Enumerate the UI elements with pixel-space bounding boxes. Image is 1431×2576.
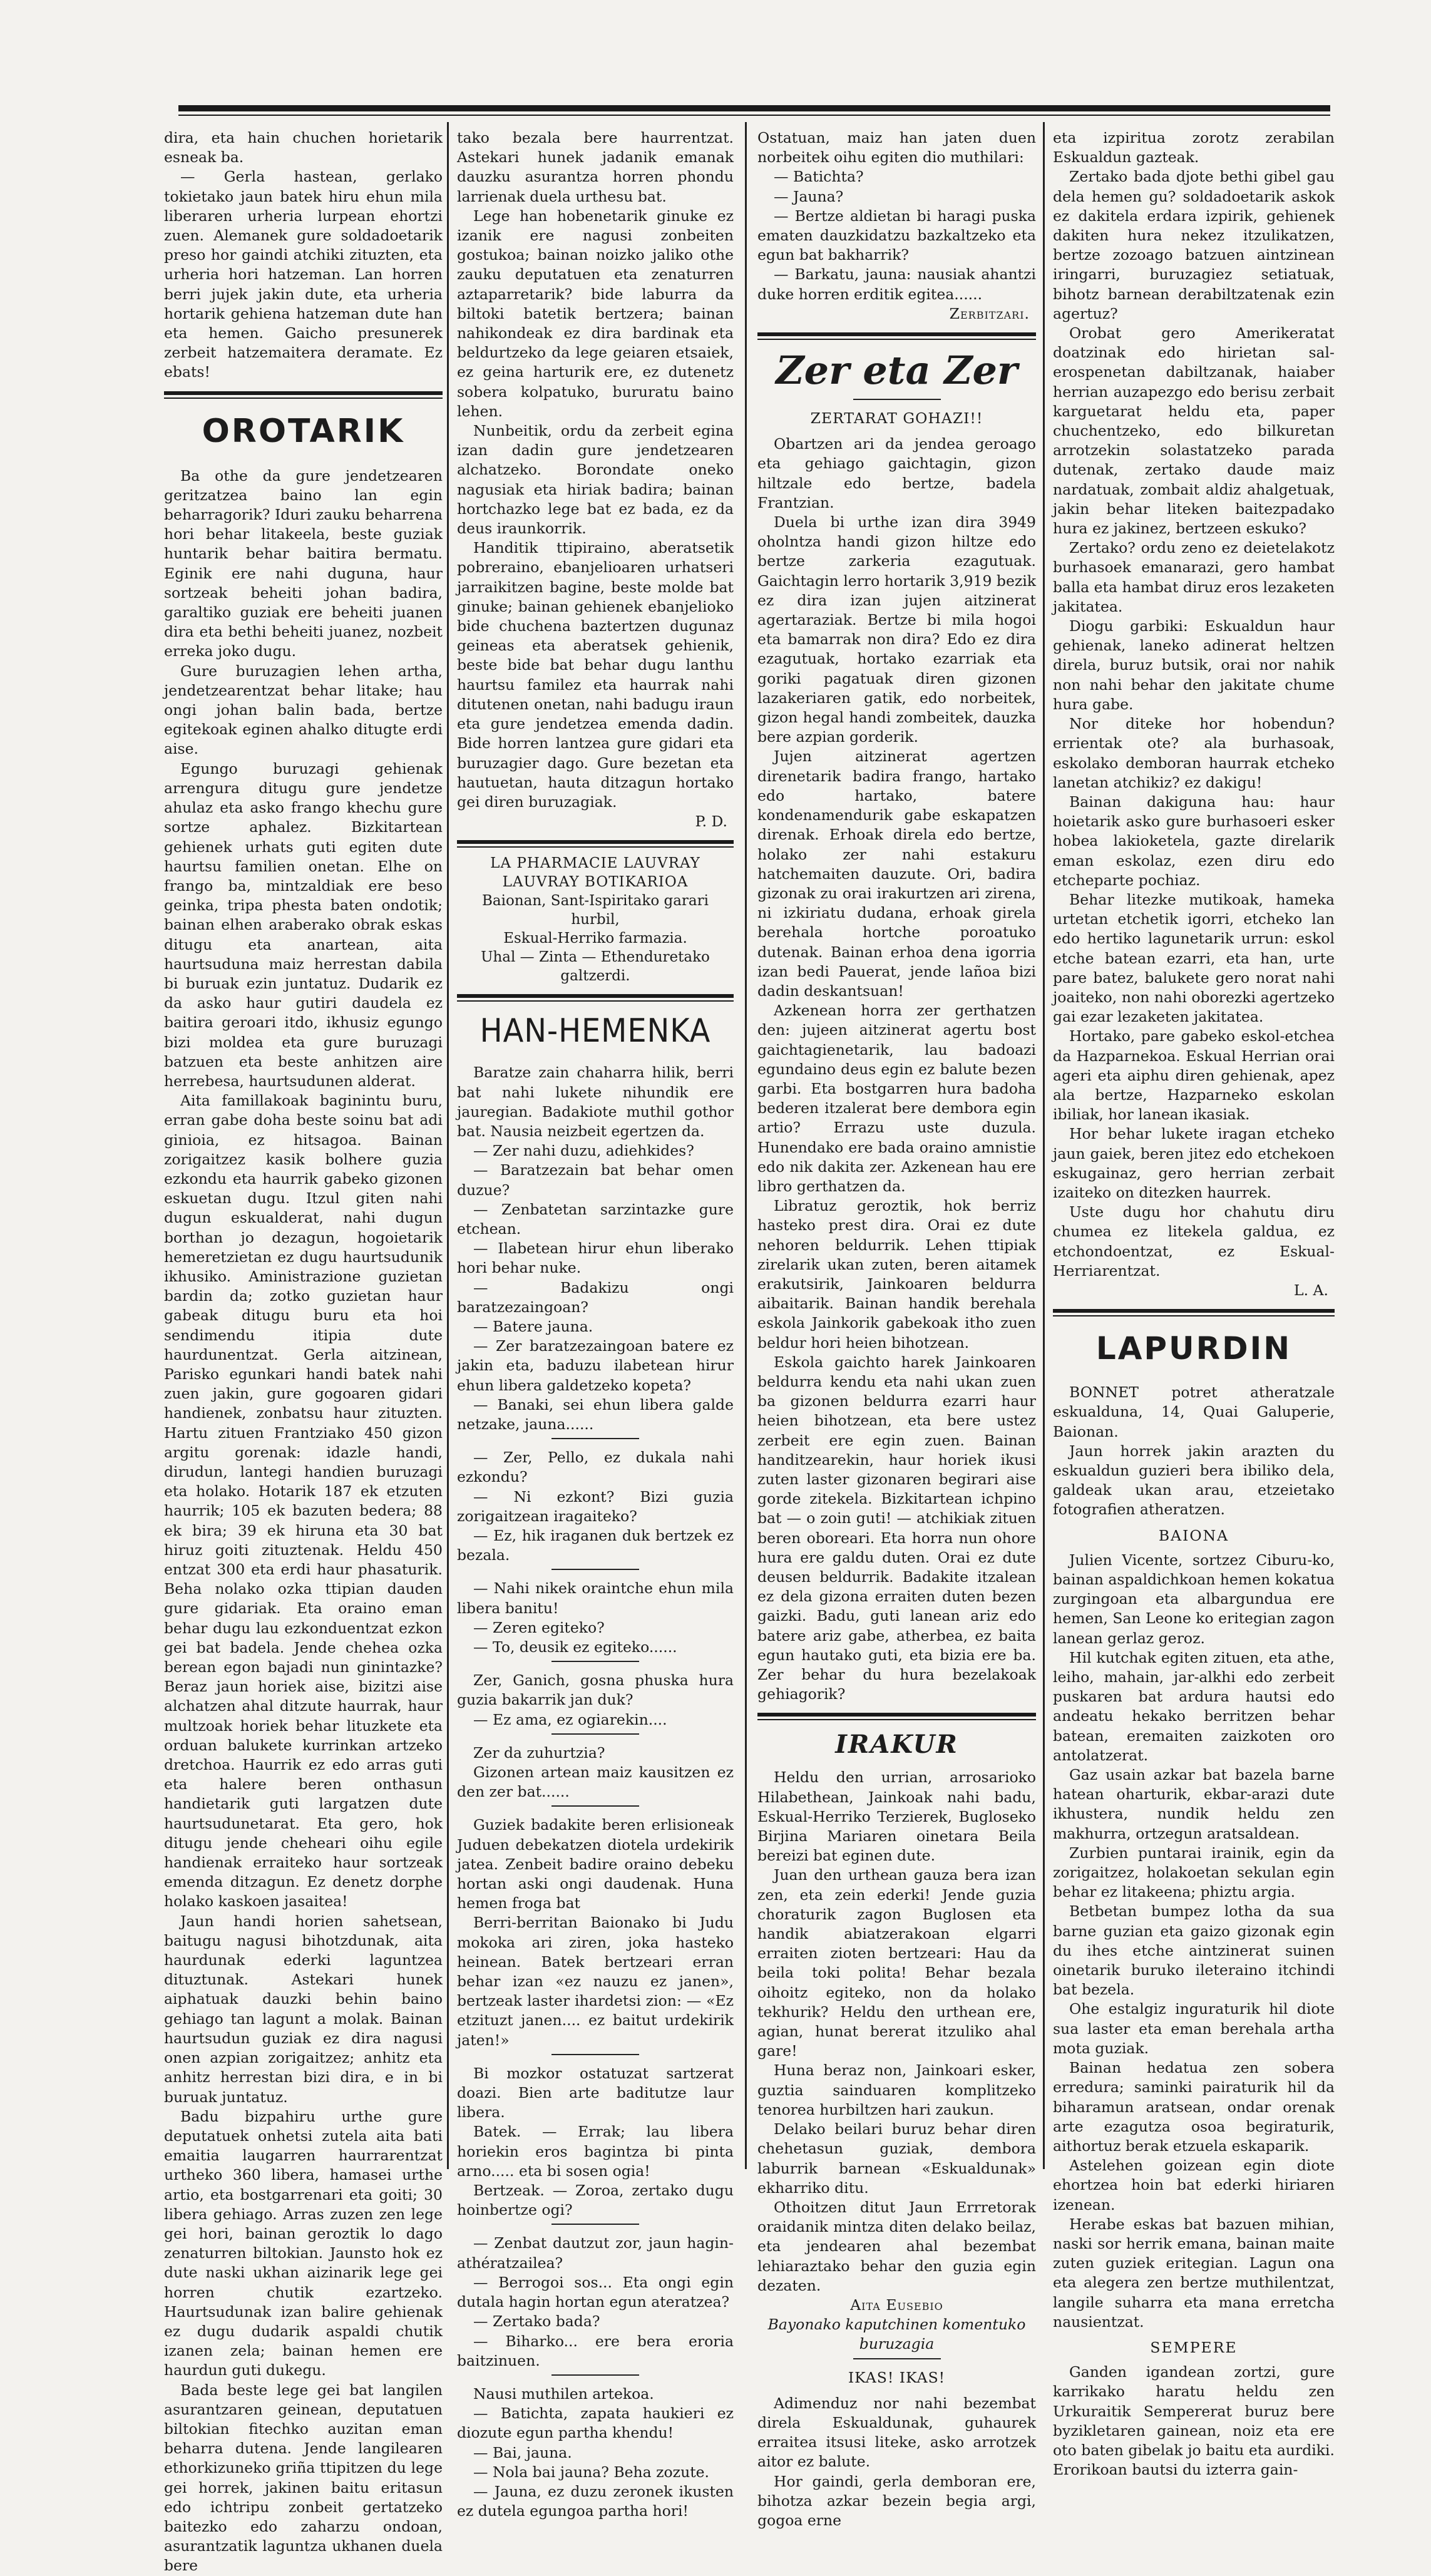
dialogue-line: Gizonen artean maiz kausitzen ez den zer bat...... — [457, 1763, 734, 1801]
article-paragraph: Bainan hedatua zen sobera erredura; saminki pairaturik hil da biharamun aratsean, ondar orenak arte ezagutza osoa begiraturik, aithortuz berak etzuela eskaparik. — [1053, 2059, 1335, 2155]
town-heading-baiona: BAIONA — [1158, 1526, 1229, 1544]
dialogue-line: — Berrogoi sos... Eta ongi egin dutala hagin hortan egun ateratzea? — [457, 2273, 734, 2311]
dialogue-line: — Zer, Pello, ez dukala nahi ezkondu? — [457, 1449, 734, 1486]
article-text: dira, eta hain chuchen horietarik esneak ba. — [164, 129, 443, 167]
dialogue-line: — Ez, hik iraganen duk bertzek ez bezala. — [457, 1526, 734, 1564]
column-divider — [447, 122, 449, 2169]
dialogue-line: — Batichta, zapata haukieri ez diozute egun partha khendu! — [457, 2404, 734, 2442]
article-subheading: ZERTARAT GOHAZI!! — [810, 409, 983, 428]
masthead-rule — [178, 105, 1330, 111]
masthead-rule-thin — [178, 115, 1330, 116]
item-separator — [551, 1805, 639, 1807]
dialogue-line: — Banaki, sei ehun libera galde netzake, jauna...... — [457, 1395, 734, 1433]
item-separator — [551, 1733, 639, 1735]
item-separator — [551, 2224, 639, 2225]
section-rule — [457, 1000, 734, 1002]
dialogue-line: Nausi muthilen artekoa. — [473, 2384, 654, 2403]
article-text: Nunbeitik, ordu da zerbeit egina izan dadin gure jendetzearen alchatzeko. Borondate oneko nagusiak eta hiriak badira; bainan hortchazko lege bat ez bada, ez da deus iraunkorrik. — [457, 422, 734, 538]
section-heading-han-hemenka: HAN-HEMENKA — [480, 1012, 711, 1050]
article-paragraph: Azkenean horra zer gerthatzen den: jujeen aitzinerat agertu bost gaichtagienetarik, lau badoazi egundaino deus egin ez balute bezen garbi. Eta bostgarren hura badoha bederen itzalerat bere dembora egin artio? Errazu uste duzula. Hunendako ere bada oraino amnistie edo nik dakita zer. Azkenean hau ere libro gerthatzen da. — [757, 1002, 1036, 1195]
dialogue-line: Berri-berritan Baionako bi Judu mokoka ari ziren, joka hasteko heinean. Batek bertzeari erran behar izan «ez nauzu ez janen», bertzeak laster ihardetsi zion: — «Ez etzituzt janen.... ez baitut urdekirik jaten!» — [457, 1914, 734, 2049]
ad-line: LA PHARMACIE LAUVRAY — [490, 855, 700, 872]
article-text: Hor behar lukete iragan etcheko jaun gaiek, beren jitez edo etchekoen eskugainaz, gero herrian zerbait izaiteko on ditezken haurrek. — [1053, 1125, 1335, 1201]
article-paragraph: BONNET potret atheratzale eskualduna, 14, Quai Galuperie, Baionan. — [1053, 1383, 1335, 1440]
dialogue-line: Bi mozkor ostatuzat sartzerat doazi. Bien arte baditutze laur libera. — [457, 2064, 734, 2122]
dialogue-line: — Zer baratzezaingoan batere ez jakin eta, baduzu ilabetean hirur ehun libera galdetzeko kopeta? — [457, 1337, 734, 1394]
section-rule — [457, 846, 734, 848]
article-paragraph: Ganden igandean zortzi, gure karrikako haratu heldu zen Urkuraitik Sempererat buruz bere byzikletaren gainean, noiz eta ere oto baten gibelak jo baitu eta aurdiki. Erorikoan bautsi du izterra gain- — [1053, 2363, 1335, 2479]
dialogue-line: Guziek badakite beren erlisioneak Juduen debekatzen diotela urdekirik jatea. Zenbeit badire oraino debeku hortan aski ongi daudenak. Huna hemen froga bat — [457, 1816, 734, 1912]
ad-line: LAUVRAY BOTIKARIOA — [502, 874, 689, 891]
town-heading-sempere: SEMPERE — [1150, 2338, 1238, 2356]
dialogue-line: — Ni ezkont? Bizi guzia zorigaitzean iragaiteko? — [457, 1487, 734, 1525]
article-text: — Gerla hastean, gerlako tokietako jaun batek hiru ehun mila liberaren urheria lurpean ehortzi zuen. Alemanek gure soldadoetarik preso hor gaindi atchiki zituzten, eta urheria hori hatzeman. Lan horren berri jujek jakin dute, eta urheria hortarik gehiena hatzeman dute han eta hemen. Gaicho presunerek zerbeit hatzemaitera deramate. Ez ebats! — [164, 168, 443, 381]
dialogue-line: — Zertako bada? — [473, 2312, 600, 2331]
article-text: Bainan dakiguna hau: haur hoietarik asko gure burhasoeri esker hobea lakioketela, gazte direlarik eman eskolaz, ezen diru edo etcheparte pochiaz. — [1053, 793, 1335, 889]
article-paragraph: Bada beste lege gei bat langilen asurantzaren geinean, deputatuen biltokian fitechko auzitan eman beharra dutena. Jende langilearen ethorkizuneko griña ttipitzen du lege gei horrek, jakinen baitu eritasun edo ichtripu zonbeit gertatzeko baitezko edo zaharzu ondoan, asurantzatik laguntza ukhanen duela bere — [164, 2381, 443, 2575]
article-paragraph: Astelehen goizean egin diote ehortzea hoin bat ederki hiriaren izenean. — [1053, 2157, 1335, 2214]
article-paragraph: Heldu den urrian, arrosarioko Hilabethean, Jainkoak nahi badu, Eskual-Herriko Terzierek, Bugloseko Birjina Mariaren oinetara Beila bereizi bat eginen dute. — [757, 1768, 1036, 1865]
article-paragraph: Julien Vicente, sortzez Ciburu-ko, bainan aspaldichkoan hemen kokatua zurgingoan eta albargundua ere hemen, San Leone ko eritegian zagon lanean gerlaz geroz. — [1053, 1551, 1335, 1647]
dialogue-line: Batek. — Errak; lau libera horiekin eros bagintza bi pinta arno..... eta bi sosen ogia! — [457, 2123, 734, 2180]
author-signature: L. A. — [1294, 1281, 1328, 1299]
article-paragraph: Ba othe da gure jendetzearen geritzatzea baino lan egin beharragorik? Iduri zauku beharrena hori behar litakeela, beste guziak huntarik behar baitira bermatu. Eginik ere nahi duguna, haur sortzeak beheiti johan badira, garaltiko guziak ere beheiti juanen dira eta bethi beheiti juanez, nozbeit erreka joko dugu. — [164, 466, 443, 660]
section-rule — [164, 391, 443, 395]
item-separator — [551, 1438, 639, 1439]
article-paragraph: Aita famillakoak baginintu buru, erran gabe doha beste soinu bat adi ginioia, ez hitsagoa. Bainan zorigaitzez kasik bolhere guzia ezkondu eta haurrik gabeko gizonen eskuetan dugu. Itzul giten nahi dugun eskualderat, nahi dugun borthan jo dezagun, hogoietarik hemeretzietan ez dugu haurtsudunik ikhusiko. Aministrazione guzietan bardin da; zotko guzietan haur gabeak ditugu buru eta hoi sendimendu itipia dute haurdunentzat. Gerla aitzinean, Parisko egunkari handi batek nahi zuen jakin, gure gogoaren gidari handienek, zonbatsu haur zituzten. Hartu zituen Frantziako 450 gizon argitu gorenak: idazle handi, dirudun, lantegi handien buruzagi eta holako. Hotarik 187 ek etzuten haurrik; 105 ek bazuten bedera; 88 ek bira; 39 ek hiruna eta 30 bat hiruz goiti zituztenak. Heldu 450 entzat 300 eta erdi haur phasaturik. Beha nolako ozka ttipian dauden gure gidariak. Eta oraino eman behar dugu lau ezkonduentzat ezkon gei bat badela. Jende chehea ozka berean egon bajadi nun ginintazke? Beraz jaun horiek aise, bizitzi aise alchatzen ahal ditzute haurrak, haur multzoak horiek behar lituzkete eta orduan balukete kurrinkan artzeko dretchoa. Haurrik ez edo arras guti eta halere beren onthasun handietarik guti largatzen dute haurtsudunetarat. Eta gero, hok ditugu jende cheheari oihu egile handienak erraiteko haur sortzeak emenda ditzagun. Ez denetz dorphe holako kaskoen jasaitea! — [164, 1092, 443, 1911]
dialogue-line: — Nola bai jauna? Beha zozute. — [473, 2463, 710, 2481]
section-rule — [1053, 1309, 1335, 1313]
article-paragraph: Gaz usain azkar bat bazela barne hatean oharturik, ekbar-arazi dute ikhustera, nundik heldu zen makhurra, ortzegun aratsaldean. — [1053, 1766, 1335, 1842]
article-text: Handitik ttipiraino, aberatsetik pobreraino, ebanjelioaren urhatseri jarraikitzen bagine, beste molde bat ginuke; bainan gehienek ebanjelioko bide chuchena baztertzen dugunaz geineas eta aberatsek gehienik, beste bide bat behar dugu lanthu haurtsu familez eta haurrak nahi ditutenen onetan, nahi badugu iraun eta gure jendetzea emenda dadin. Bide horren lantzea gure gidari eta buruzagier dago. Gure bezetan eta hautuetan, hauta ditzagun hortako gei diren buruzagiak. — [457, 539, 734, 811]
article-text: Zertako? ordu zeno ez deietelakotz burhasoek emanarazi, gero hambat balla eta hambat diruz eros lezaketen jakitatea. — [1053, 539, 1335, 615]
article-paragraph: Adimenduz nor nahi bezembat direla Eskualdunak, guhaurek erraitea itsusi liteke, asko arrotzek aitor ez balute. — [757, 2394, 1036, 2471]
dialogue-line: — Zenbatetan sarzintazke gure etchean. — [457, 1200, 734, 1238]
article-text: Uste dugu hor chahutu diru chumea ez litekela galdua, ez etchondoentzat, ez Eskual-Herriarentzat. — [1053, 1203, 1335, 1280]
section-rule — [1053, 1315, 1335, 1316]
article-text: Ostatuan, maiz han jaten duen norbeitek oihu egiten dio muthilari: — [757, 129, 1036, 167]
article-paragraph: Hor gaindi, gerla demboran ere, bihotza azkar bezein begia argi, gogoa erne — [757, 2472, 1036, 2529]
column-3 — [757, 128, 1036, 2529]
item-separator — [853, 2358, 941, 2359]
item-separator — [551, 2374, 639, 2376]
article-text: Behar litezke mutikoak, hameka urtetan etchetik igorri, etcheko lan edo hertiko lagunetarik urrun: eskol etche batean ezarri, eta han, urte pare batez, balukete gero norat nahi joaiteko, non nahi oborezki agertzeko gai ezar lezaketen jakitatea. — [1053, 890, 1335, 1026]
section-rule — [457, 994, 734, 998]
section-heading-zer-eta-zer: Zer eta Zer — [776, 347, 1018, 394]
article-paragraph: Delako beilari buruz behar diren chehetasun guziak, dembora laburrik barnean «Eskualdunak» ekharriko ditu. — [757, 2120, 1036, 2197]
article-text: — Bertze aldietan bi haragi puska ematen dauzkidatzu bazkaltzeko eta egun bat bakharrik? — [757, 207, 1036, 264]
article-text: Orobat gero Amerikeratat doatzinak edo hirietan sal-erospenetan dabiltzanak, haiaber herrian auzapezgo edo berisu zerbait karguetarat heldu eta, paper chuchentzeko, edo bilkuretan arrotzekin solastatzeko parada dutenak, zertako daude maiz nardatuak, zombait aldiz ahalgetuak, jakin behar liteken baitezpadako hura ez jakinez, bertzeen eskuko? — [1053, 324, 1335, 538]
article-paragraph: Ohe estalgiz inguraturik hil diote sua laster eta eman berehala artha mota guziak. — [1053, 2000, 1335, 2057]
article-text: — Batichta? — [774, 168, 864, 186]
section-heading-irakur: IRAKUR — [835, 1730, 958, 1760]
author-signature: Aita Eusebio — [850, 2296, 943, 2314]
article-text: Zertako bada djote bethi gibel gau dela hemen gu? soldadoetarik askok ez dakitela erdara izpirik, gehienek dakiten hura nekez itzulikatzen, bertze zozoago batzuen aintzinean iringarri, buruzagiez setiatuak, bihotz barnean derabiltzatenak ezin agertuz? — [1053, 168, 1335, 322]
article-paragraph: Egungo buruzagi gehienak arrengura ditugu gure jendetze ahulaz eta asko frango khechu gure sortze aphalez. Bizkitartean gehienek urhats guti egiten dute haurtsu familien onetan. Elhe on frango ba, mintzaldiak ere beso geinka, tripa phesta baten ondotik; bainan elhen araberako obrak eskas ditugu eta anartean, aita haurtsuduna maiz herrestan dabila bi buruak ezin juntatuz. Dudarik ez da asko haur gutiri daudela ez baitira geroari itdo, ikhusiz egungo bizi moldea eta gure buruzagi batzuen eta beste anhitzen aire herrebesa, haurtsudunen alderat. — [164, 759, 443, 1090]
item-separator — [551, 1661, 639, 1662]
article-text: Nor diteke hor hobendun? errientak ote? ala burhasoak, eskolako demboran haurrak etcheko lanetan atchikiz? ez dakigu! — [1053, 715, 1335, 791]
article-text: tako bezala bere haurrentzat. Astekari hunek jadanik emanak dauzku asurantza horren phondu larrienak duela urthesu bat. — [457, 129, 734, 205]
dialogue-line: — Baratzezain bat behar omen duzue? — [457, 1161, 734, 1199]
ad-line: Baionan, Sant-Ispiritako garari hurbil, — [482, 893, 709, 928]
ad-line: Eskual-Herriko farmazia. — [503, 930, 687, 947]
article-paragraph: Libratuz geroztik, hok berriz hasteko prest dira. Orai ez dute nehoren beldurrik. Lehen ttipiak zirelarik ukan zuten, beren aitamek erakutsirik, Jainkoaren beldurra aibaitarik. Bainan handik berehala eskola Jainkorik gabekoak itho zuen beldur hori heien bihotzean. — [757, 1197, 1036, 1352]
item-separator — [551, 2054, 639, 2055]
article-paragraph: Othoitzen ditut Jaun Errretorak oraidanik mintza diten delako beilaz, eta jendearen ahal bezembat lehiaraztako behar den guzia egin dezaten. — [757, 2198, 1036, 2294]
article-paragraph: Zurbien puntarai irainik, egin da zorigaitzez, holakoetan sekulan egin behar ez litakeena; phiztu argia. — [1053, 1844, 1335, 1901]
dialogue-line: — Ilabetean hirur ehun liberako hori behar nuke. — [457, 1239, 734, 1277]
article-paragraph: Duela bi urthe izan dira 3949 oholntza handi gizon hiltze edo bertze zarkeria ezagutuak. Gaichtagin lerro hortarik 3,919 bezik ez dira izan jujen aitzinerat agertaraziak. Bertze bi mila hogoi eta bamarrak non dira? Edo ez dira ezagutuak, hortako ezarriak eta goriki pagatuak diren gizonen lazakeriaren gatik, edo norbeitek, gizon hegal handi zombeitek, dauzka bere azpian gorderik. — [757, 513, 1036, 746]
section-rule — [757, 1719, 1036, 1720]
dialogue-line: — Jauna, ez duzu zeronek ikusten ez dutela egungoa partha hori! — [457, 2482, 734, 2520]
section-rule — [457, 840, 734, 844]
dialogue-line: — Badakizu ongi baratzezaingoan? — [457, 1278, 734, 1316]
column-divider — [745, 122, 747, 2169]
article-text: — Barkatu, jauna: nausiak ahantzi duke horren erditik egitea...... — [757, 265, 1036, 303]
section-rule — [757, 332, 1036, 336]
dialogue-line: Zer da zuhurtzia? — [473, 1743, 605, 1762]
column-4 — [1053, 128, 1335, 2479]
article-paragraph: Betbetan bumpez lotha da sua barne guzian eta gaizo gizonak egin du ihes etche aintzinerat suinen oinetarik buruko ileteraino itchindi bat bezela. — [1053, 1902, 1335, 1999]
author-title: Bayonako kaputchinen komentuko buruzagia — [767, 2316, 1026, 2353]
article-text: — Jauna? — [774, 187, 844, 205]
dialogue-line: — Zenbat dautzut zor, jaun hagin-athératzailea? — [457, 2234, 734, 2272]
article-text: Lege han hobenetarik ginuke ez izanik ere nagusi zonbeiten gostukoa; bainan noizko jaliko othe zauku deputatuen eta zenaturren aztaparretarik? bide laburra da biltoki batetik bertzera; bainan nahikondeak ez dira bardinak eta beldurtzeko da lege geiaren etsaiek, ez geina harturik ere, ez dutenetz sobera kolpatuko, bururatu baino lehen. — [457, 207, 734, 420]
ad-line: galtzerdi. — [560, 968, 630, 985]
dialogue-line: — Zeren egiteko? — [473, 1618, 605, 1636]
article-text: Diogu garbiki: Eskualdun haur gehienak, laneko adinerat heltzen direla, buruz butsik, orai nor nahik non nahi behar den jakitate chume hura gabe. — [1053, 617, 1335, 713]
dialogue-line: Baratze zain chaharra hilik, berri bat nahi lukete nihundik ere jauregian. Badakiote muthil gothor bat. Nausia neizbeit egertzen da. — [457, 1064, 734, 1140]
ad-line: Uhal — Zinta — Ethenduretako — [481, 949, 710, 966]
section-rule — [757, 1713, 1036, 1716]
dialogue-line: Bertzeak. — Zoroa, zertako dugu hoinbertze ogi? — [457, 2182, 734, 2219]
heading-underline — [853, 399, 941, 400]
article-paragraph: Jaun handi horien sahetsean, baitugu nagusi bihotzdunak, aita haurdunak ederki laguntzea dituztunak. Astekari hunek aiphatuak dauzki behin baino gehiago tan lagunt a molak. Bainan haurtsudun guziak ez dira nagusi onen azpian zorigaitzez; anhitz eta anhitz herrestan bizi dira, e in bi buruak juntatuz. — [164, 1912, 443, 2106]
article-paragraph: Hil kutchak egiten zituen, eta athe, leiho, mahain, jar-alkhi edo zerbeit puskaren bat ardura hautsi edo andeatu hekako berritzen behar batean, eremaiten zaizkoten oro antolatzerat. — [1053, 1648, 1335, 1764]
author-signature: P. D. — [695, 813, 727, 831]
dialogue-line: — Biharko... ere bera eroria baitzinuen. — [457, 2332, 734, 2369]
dialogue-line: — Ez ama, ez ogiarekin.... — [473, 1710, 667, 1728]
dialogue-line: — Zer nahi duzu, adiehkides? — [473, 1142, 694, 1160]
section-heading-orotarik: OROTARIK — [202, 412, 405, 450]
section-heading-lapurdin: LAPURDIN — [1095, 1330, 1292, 1367]
section-rule — [757, 339, 1036, 340]
article-paragraph: Badu bizpahiru urthe gure deputatuek onhetsi zutela aita bati emaitia laugarren haurrarentzat urtheko 360 libera, hamasei urthe artio, eta bostgarrenari eta goiti; 30 libera gehiago. Arras zuzen zen lege gei hori, bainan geroztik lo dago zenaturren biltokian. Jaunsto hok ez dute naski ukhan aizinarik lege gei horren chutik ezartzeko. Haurtsudunak izan balire gehienak ez dugu dudarik aspaldi chutik izanen zela; bainan hemen ere haurdun guti dukegu. — [164, 2107, 443, 2379]
dialogue-line: — Bai, jauna. — [473, 2443, 572, 2461]
dialogue-line: Zer, Ganich, gosna phuska hura guzia bakarrik jan duk? — [457, 1671, 734, 1709]
dialogue-line: — Batere jauna. — [473, 1317, 593, 1335]
pharmacy-advertisement — [457, 854, 734, 985]
dialogue-line: — Nahi nikek oraintche ehun mila libera banitu! — [457, 1579, 734, 1617]
section-rule — [164, 398, 443, 399]
article-paragraph: Herabe eskas bat bazuen mihian, naski sor herrik emana, bainan maite zuten guziek eritegian. Lagun ona eta alegera zen bertze muthilentzat, langile suharra eta mana erretcha nausientzat. — [1053, 2215, 1335, 2331]
article-text: Hortako, pare gabeko eskol-etchea da Hazparnekoa. Eskual Herrian orai ageri eta aiphu diren gehienak, apez ala bertze, Hazparneko eskolan ibiliak, hor lanean ikasiak. — [1053, 1027, 1335, 1124]
column-1 — [164, 128, 443, 2575]
article-paragraph: Gure buruzagien lehen artha, jendetzearentzat behar litake; hau ongi johan balin bada, bertze egitekoak eginen ahalko ditugte erdi aise. — [164, 662, 443, 758]
dialogue-line: — To, deusik ez egiteko...... — [473, 1638, 677, 1656]
author-signature: Zerbitzari. — [949, 304, 1030, 322]
article-paragraph: Jaun horrek jakin arazten du eskualdun guzieri bera ibiliko dela, galdeak ukan arau, etzeietako fotografien atheratzen. — [1053, 1442, 1335, 1519]
article-paragraph: Jujen aitzinerat agertzen direnetarik badira frango, hartako edo hartako, batere kondenamendurik gabe eskapatzen direnak. Erhoak direla edo bertze, holako zer nahi estakuru hatchemaiten dauzute. Ori, badira gizonak zu orai irakurtzen ari zirena, ni izkiriatu dudana, erhoak girela berehala hortche poroatuko dutenak. Bainan erhoa dena igorria izan bedi Pauerat, jende lañoa bizi dadin deskantsuan! — [757, 747, 1036, 1000]
article-subheading: IKAS! IKAS! — [848, 2368, 946, 2386]
column-2 — [457, 128, 734, 2520]
article-text: eta izpiritua zorotz zerabilan Eskualdun gazteak. — [1053, 129, 1335, 167]
item-separator — [551, 1569, 639, 1570]
column-divider — [1043, 122, 1045, 2169]
article-paragraph: Juan den urthean gauza bera izan zen, eta zein ederki! Jende guzia choraturik zagon Buglosen eta handik abiatzerakoan elgarri erraiten zioten bertzeari: Hau da beila toki polita! Behar bezala oihoitz egiteko, non da holako tekhurik? Heldu den urthean ere, agian, hunat bererat itzuliko ahal gare! — [757, 1866, 1036, 2060]
article-paragraph: Huna beraz non, Jainkoari esker, guztia sainduaren komplitzeko tenorea hurbiltzen hari zaukun. — [757, 2061, 1036, 2118]
article-paragraph: Eskola gaichto harek Jainkoaren beldurra kendu eta nahi ukan zuen ba gizonen beldurra ezarri haur heien bihotzean, eta bere ustez zerbeit ere egin zuen. Bainan handitzearekin, haur horiek ikusi zuten laster gizonaren begirari aise gorde zitekela. Bizkitartean ichpino bat — o zoin guti! — atchikiak zituen beren oboreari. Eta horra nun ohore hura ere galdu duten. Orai ez dute deusen beldurrik. Badakite itzalean ez dela gizona erraiten duten bezen gaizki. Badu, guti lanean ariz edo batere ariz gabe, atherbea, ez baita egun hautako guti, eta bizia ere ba. Zer behar du hura bezelakoak gehiagorik? — [757, 1353, 1036, 1703]
article-paragraph: Obartzen ari da jendea geroago eta gehiago gaichtagin, gizon hiltzale edo bertze, badela Frantzian. — [757, 435, 1036, 511]
